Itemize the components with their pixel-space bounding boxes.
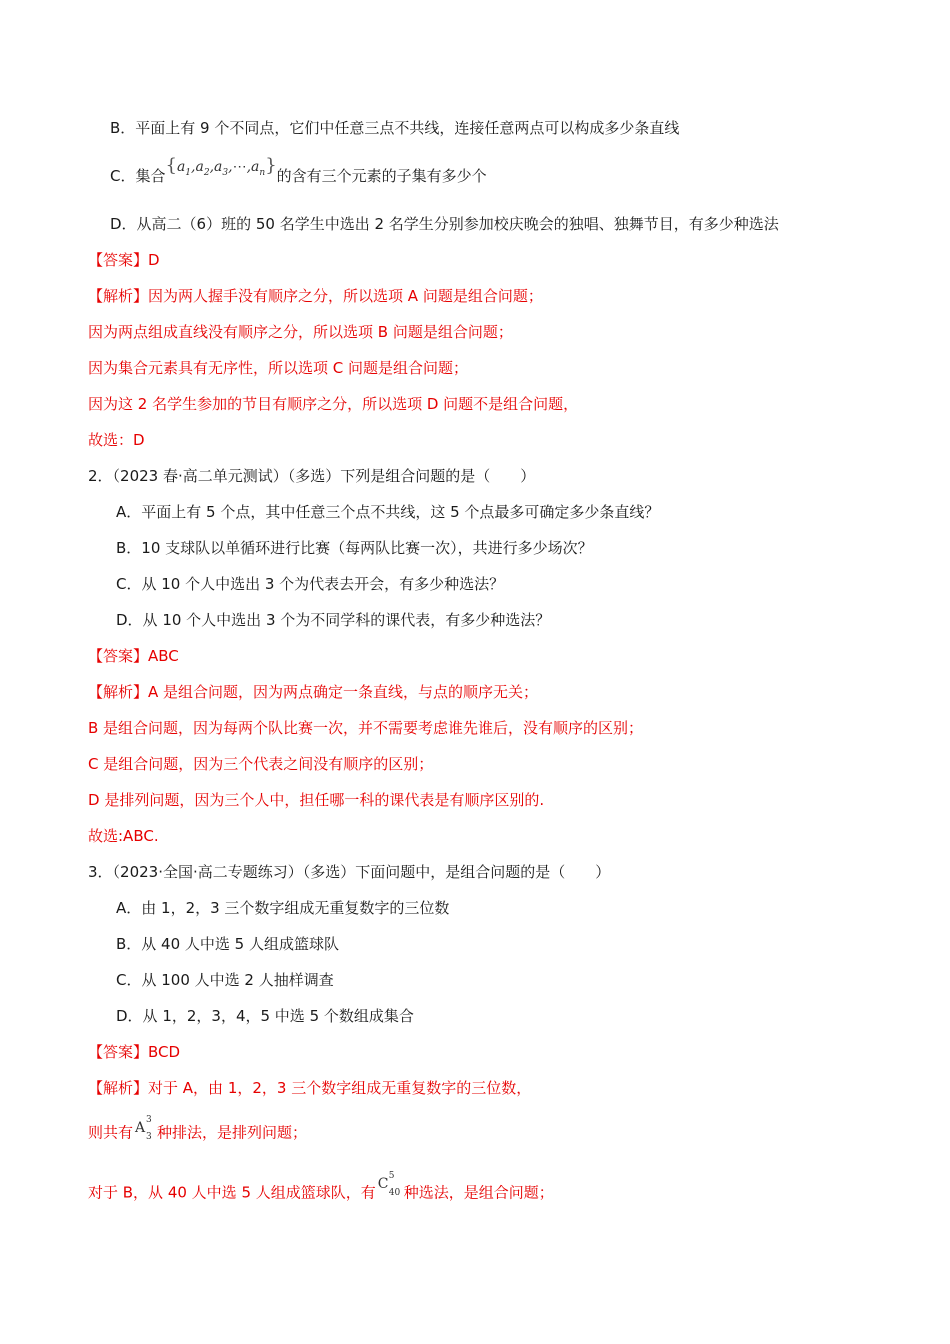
analysis-tag: 【解析】 — [88, 1079, 149, 1097]
q1-analysis-line2: 因为两点组成直线没有顺序之分，所以选项 B 问题是组合问题； — [88, 323, 513, 341]
q3-analysis-line2: 则共有 A 3 3 种排法，是排列问题； — [88, 1118, 307, 1148]
q3-option-d: D．从 1，2，3，4，5 中选 5 个数组成集合 — [116, 1007, 414, 1025]
answer-value: D — [148, 251, 160, 269]
permutation-symbol: A 3 3 — [135, 1115, 152, 1142]
q2-option-a: A．平面上有 5 个点，其中任意三个点不共线，这 5 个点最多可确定多少条直线？ — [116, 503, 660, 521]
q3-option-c: C．从 100 人中选 2 人抽样调查 — [116, 971, 334, 989]
q3-option-b: B．从 40 人中选 5 人组成篮球队 — [116, 935, 339, 953]
q2-answer — [88, 646, 179, 666]
q2-analysis-line1: 【解析】A 是组合问题，因为两点确定一条直线，与点的顺序无关； — [88, 683, 539, 701]
q2-analysis-line5: 故选:ABC. — [88, 827, 159, 845]
q1-answer — [88, 250, 160, 270]
q3-answer — [88, 1042, 180, 1062]
q3-analysis-line1: 【解析】对于 A，由 1，2，3 三个数字组成无重复数字的三位数， — [88, 1079, 532, 1097]
analysis-tag: 【解析】 — [88, 683, 149, 701]
q3-stem: 3．（2023·全国·高二专题练习）（多选）下面问题中，是组合问题的是（ ） — [88, 863, 611, 881]
q1-analysis-line1: 【解析】因为两人握手没有顺序之分，所以选项 A 问题是组合问题； — [88, 287, 543, 305]
answer-tag: 【答案】 — [88, 251, 149, 269]
q2-analysis-line4: D 是排列问题，因为三个人中，担任哪一科的课代表是有顺序区别的. — [88, 791, 545, 809]
q2-analysis-line2: B 是组合问题，因为每两个队比赛一次，并不需要考虑谁先谁后，没有顺序的区别； — [88, 719, 644, 737]
set-formula: $\{a_1,a_2,a_3,\cdots,a_n\}$ — [165, 155, 277, 178]
combination-symbol: C 5 40 — [377, 1171, 401, 1198]
q2-option-c: C．从 10 个人中选出 3 个为代表去开会，有多少种选法？ — [116, 575, 505, 593]
q1-option-b: B．平面上有 9 个不同点，它们中任意三点不共线，连接任意两点可以构成多少条直线 — [110, 119, 680, 137]
answer-tag: 【答案】 — [88, 647, 149, 665]
q3-analysis-line3: 对于 B，从 40 人中选 5 人组成篮球队，有 C 5 40 种选法，是组合问题； — [88, 1178, 554, 1208]
q2-analysis-line3: C 是组合问题，因为三个代表之间没有顺序的区别； — [88, 755, 434, 773]
q1-option-c-suffix: 的含有三个元素的子集有多少个 — [276, 167, 487, 185]
q1-analysis-line5: 故选：D — [88, 431, 145, 449]
q1-option-d: D．从高二（6）班的 50 名学生中选出 2 名学生分别参加校庆晚会的独唱、独舞节目，有多少种选法 — [110, 215, 779, 233]
q1-option-c-prefix: C．集合 — [110, 167, 166, 185]
answer-value: BCD — [148, 1043, 181, 1061]
q2-option-d: D．从 10 个人中选出 3 个为不同学科的课代表，有多少种选法？ — [116, 611, 551, 629]
q2-option-b: B．10 支球队以单循环进行比赛（每两队比赛一次），共进行多少场次？ — [116, 539, 593, 557]
q1-analysis-line4: 因为这 2 名学生参加的节目有顺序之分，所以选项 D 问题不是组合问题， — [88, 395, 579, 413]
analysis-tag: 【解析】 — [88, 287, 149, 305]
answer-value: ABC — [148, 647, 179, 665]
q1-analysis-line3: 因为集合元素具有无序性，所以选项 C 问题是组合问题； — [88, 359, 469, 377]
answer-tag: 【答案】 — [88, 1043, 149, 1061]
q2-stem: 2．（2023 春·高二单元测试）（多选）下列是组合问题的是（ ） — [88, 467, 536, 485]
q1-option-c — [110, 155, 487, 193]
q3-option-a: A．由 1，2，3 三个数字组成无重复数字的三位数 — [116, 899, 450, 917]
